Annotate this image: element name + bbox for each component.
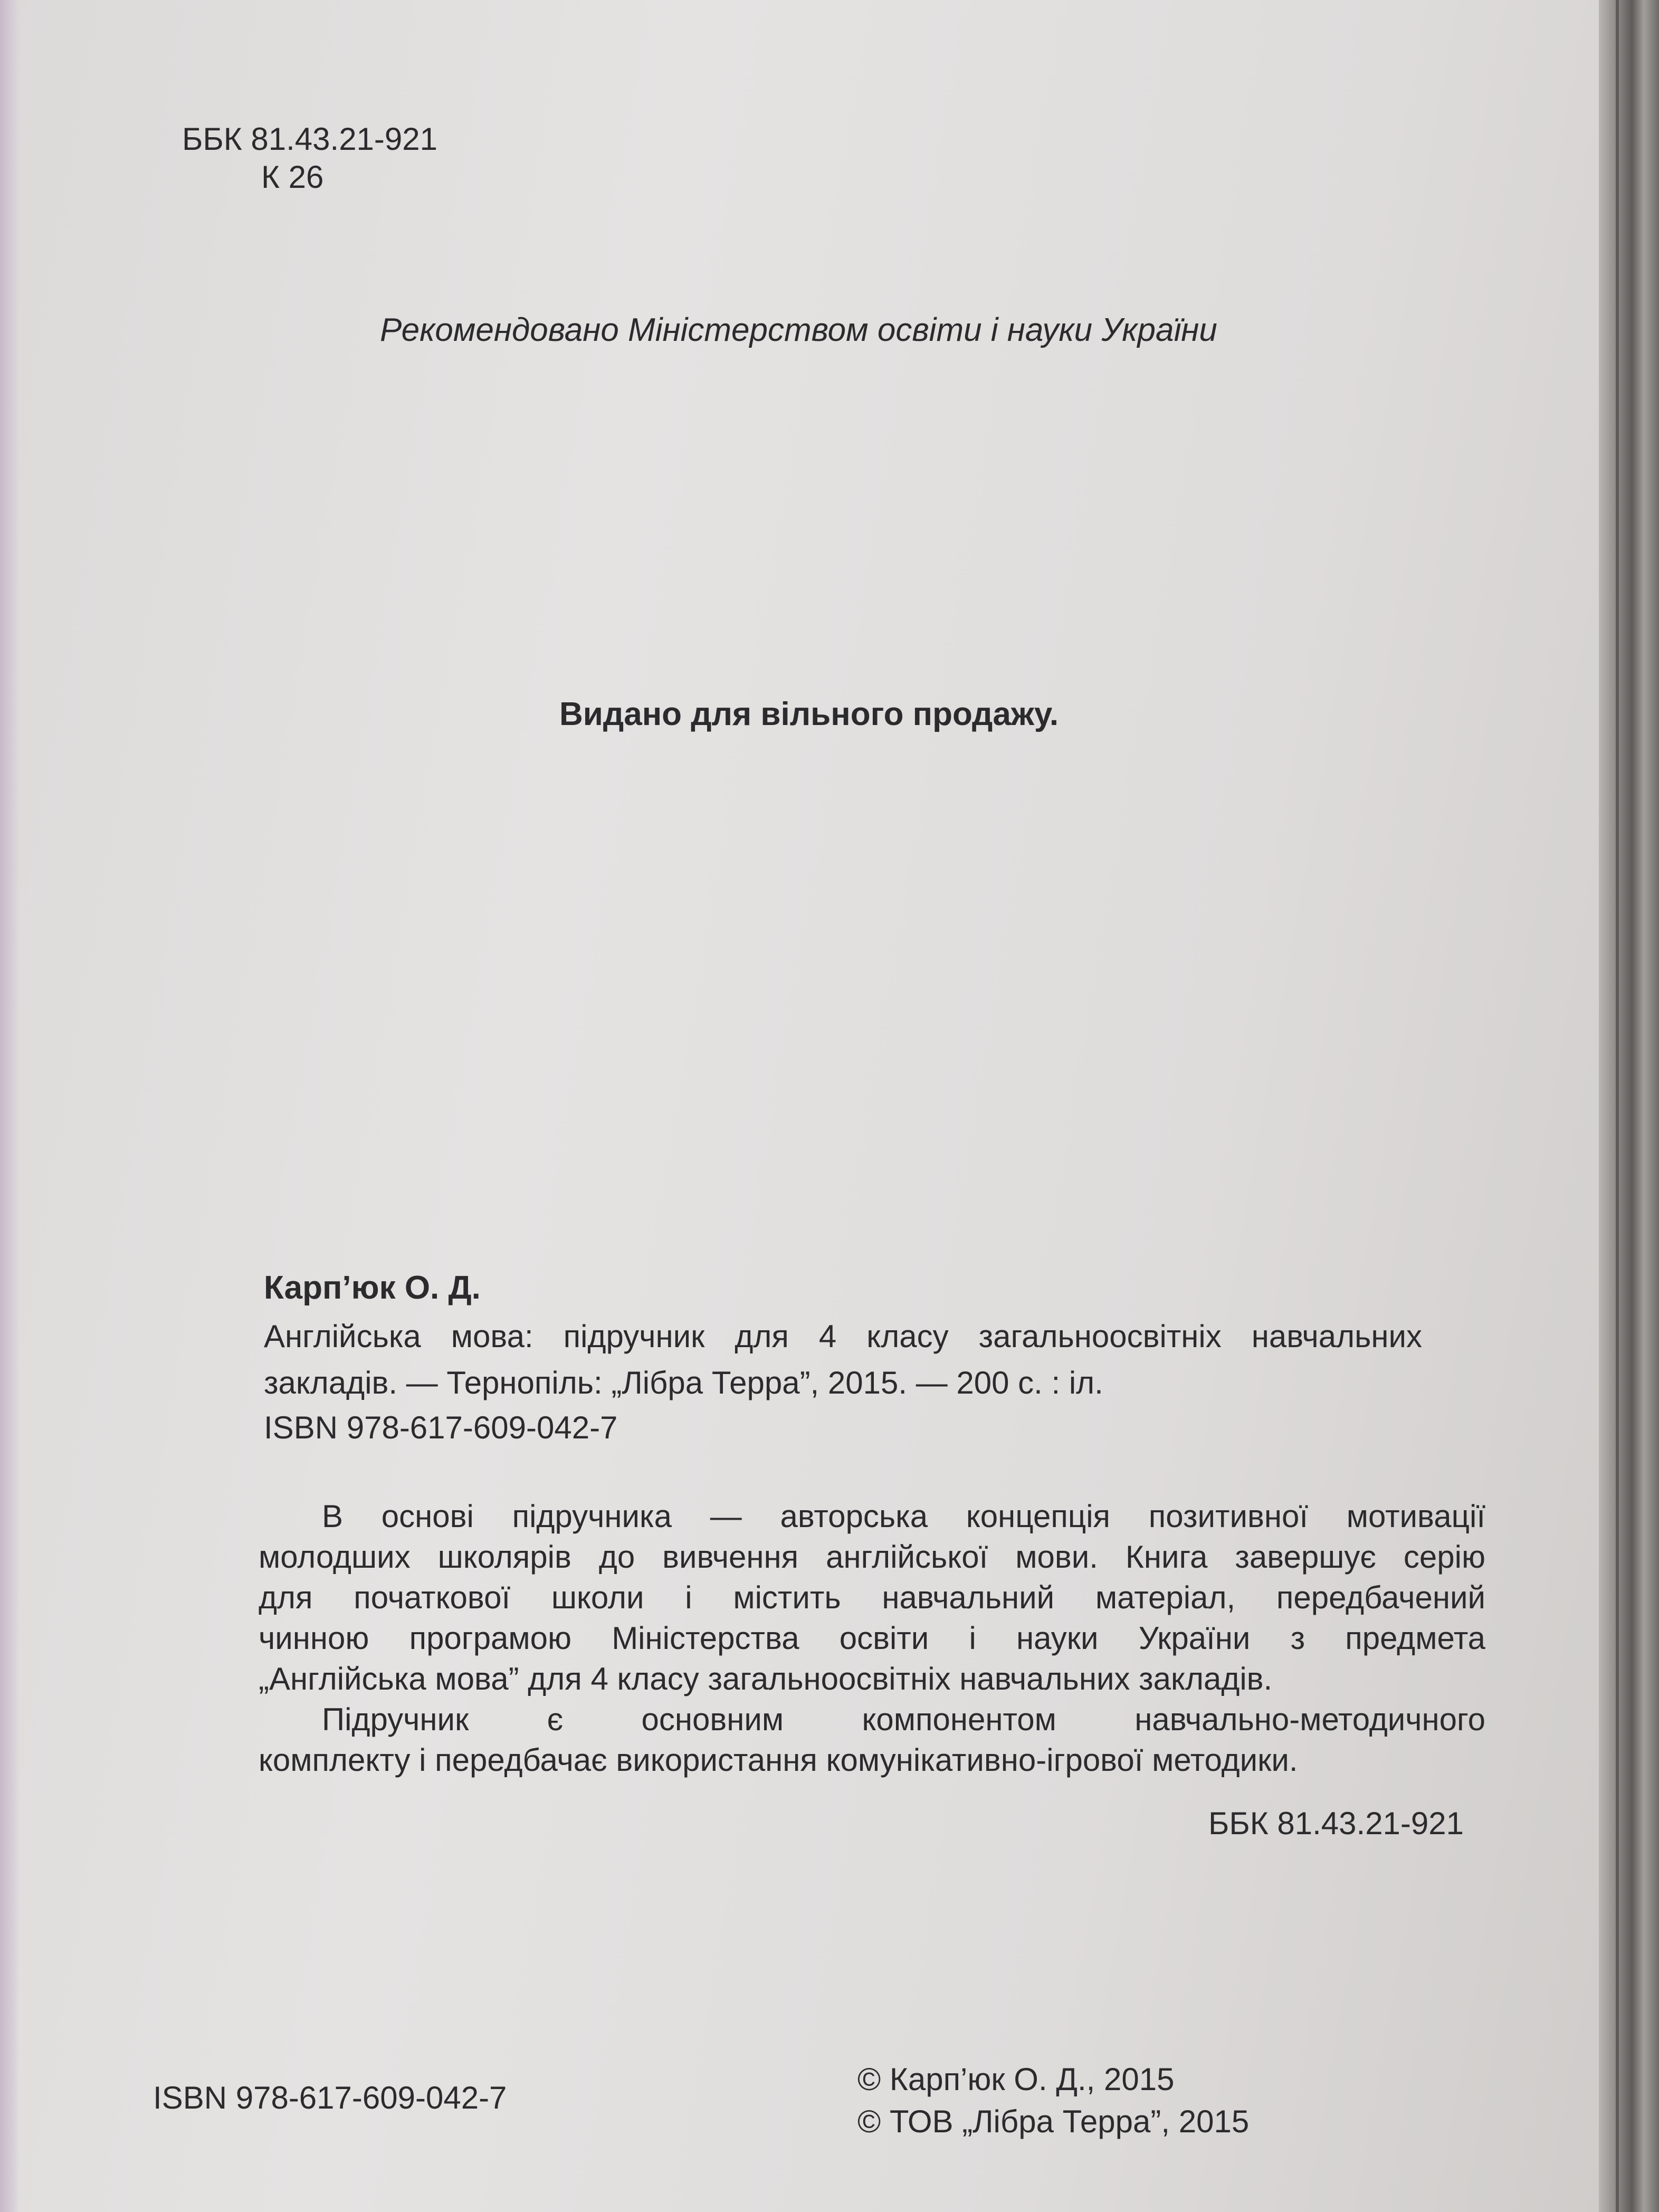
copyright-publisher: © ТОВ „Лібра Терра”, 2015 bbox=[857, 2104, 1250, 2139]
annotation-line: для початкової школи і містить навчальний матеріал, передбачений bbox=[259, 1580, 1485, 1615]
annotation-line: комплекту і передбачає використання комунікативно-ігрової методики. bbox=[259, 1742, 1298, 1778]
annotation-paragraph bbox=[259, 1496, 1485, 1780]
book-spine bbox=[1616, 0, 1619, 2212]
author-mark: К 26 bbox=[261, 159, 324, 195]
annotation-line: Підручник є основним компонентом навчально-методичного bbox=[322, 1702, 1485, 1737]
page-right-edge bbox=[1599, 0, 1659, 2212]
catalog-author: Карп’юк О. Д. bbox=[264, 1270, 481, 1306]
catalog-description-line-2: закладів. — Тернопіль: „Лібра Терра”, 2015. — 200 с. : іл. bbox=[264, 1365, 1103, 1400]
footer-isbn: ISBN 978-617-609-042-7 bbox=[153, 2080, 507, 2115]
recommendation-text: Рекомендовано Міністерством освіти і науки України bbox=[380, 312, 1217, 348]
copyright-author: © Карп’юк О. Д., 2015 bbox=[857, 2062, 1175, 2097]
catalog-isbn: ISBN 978-617-609-042-7 bbox=[264, 1410, 618, 1445]
bbk-code: ББК 81.43.21-921 bbox=[182, 121, 438, 157]
annotation-line: чинною програмою Міністерства освіти і науки України з предмета bbox=[259, 1620, 1485, 1656]
annotation-line: В основі підручника — авторська концепція позитивної мотивації bbox=[322, 1499, 1485, 1534]
annotation-bbk: ББК 81.43.21-921 bbox=[1208, 1806, 1464, 1841]
catalog-description-line-1: Англійська мова: підручник для 4 класу загальноосвітніх навчальних bbox=[264, 1319, 1422, 1354]
annotation-line: молодших школярів до вивчення англійської мови. Книга завершує серію bbox=[259, 1539, 1485, 1575]
free-sale-notice: Видано для вільного продажу. bbox=[559, 696, 1059, 732]
page-left-edge bbox=[0, 0, 20, 2212]
annotation-line: „Англійська мова” для 4 класу загальноосвітніх навчальних закладів. bbox=[259, 1661, 1273, 1696]
